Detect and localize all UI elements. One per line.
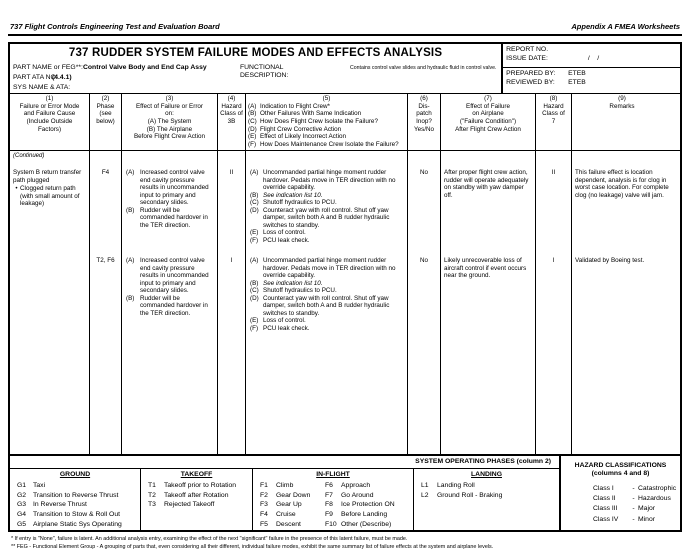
row2-dispatch-cell: No — [408, 253, 441, 454]
col-header-1-line: (Include Outside — [26, 118, 73, 126]
col-header-8-num: (8) — [549, 95, 558, 102]
col-header-6-line: Yes/No — [413, 125, 435, 133]
row2-phase-cell: T2, F6 — [90, 253, 122, 454]
hazard-items — [593, 484, 680, 525]
header-item-tag: (F) — [248, 141, 257, 149]
phase-code: G5 — [17, 520, 27, 528]
failure-cause-text: Clogged return path (with small amount of leakage) — [20, 185, 80, 208]
hazard-label: Major — [638, 505, 655, 513]
item-tag: (A) — [126, 169, 135, 176]
item-tag: (E) — [250, 229, 259, 237]
phase-code: T1 — [148, 482, 156, 489]
phase-label: Transition to Reverse Thrust — [33, 491, 119, 499]
report-box-top — [503, 44, 680, 68]
header-item-tag: (B) — [248, 110, 257, 118]
phase-code: G3 — [17, 501, 27, 509]
item-tag: (D) — [250, 294, 259, 302]
failure-mode-text: System B return transfer path plugged — [13, 169, 82, 184]
item-text: Increased control valve end cavity pressure results in uncommanded input to primary and secondary slides. — [140, 257, 209, 295]
spacer-cell — [122, 151, 218, 165]
row1-dispatch-cell: No — [408, 165, 441, 253]
header-item-text: How Does Flight Crew Isolate the Failure? — [260, 118, 378, 126]
phase-code: G2 — [17, 491, 27, 499]
system-operating-phases — [10, 456, 561, 530]
spacer-cell — [246, 151, 408, 165]
phase-label: Takeoff after Rotation — [164, 491, 229, 499]
phase-label: Climb — [276, 482, 294, 489]
phase-label: Ice Protection ON — [341, 501, 395, 509]
phase-code: F5 — [260, 520, 268, 528]
item-text: See indication list 10. — [263, 191, 323, 199]
row2-hazard-class-7-cell: I — [536, 253, 572, 454]
item-tag: (B) — [250, 279, 259, 287]
phase-label: Go Around — [341, 491, 374, 499]
phase-label: Transition to Stow & Roll Out — [33, 510, 121, 518]
row2-failure-mode-cell — [10, 253, 90, 454]
item-tag: (A) — [250, 257, 259, 264]
header-item-tag: (D) — [248, 125, 257, 133]
item-tag: (C) — [250, 199, 259, 207]
phase-label: Cruise — [276, 510, 296, 518]
col-header-9-line: Remarks — [609, 102, 635, 110]
phase-label: Ground Roll - Braking — [437, 491, 503, 499]
row1-effects-cell — [122, 165, 218, 253]
item-tag: (A) — [250, 169, 259, 176]
hazard-separator: - — [632, 505, 635, 513]
col-header-5 — [246, 94, 408, 150]
title-block — [10, 44, 680, 94]
inflight-sub-col-a — [253, 481, 325, 529]
reviewed-by-value: ETEB — [568, 78, 586, 86]
continued-label: (Continued) — [10, 151, 90, 165]
spacer-cell — [536, 151, 572, 165]
row2-indications-cell — [246, 253, 408, 454]
phases-inflight-column — [253, 469, 414, 530]
footnotes — [8, 535, 682, 552]
col-header-7-line: Effect of Failure — [466, 102, 510, 110]
report-box — [501, 44, 680, 93]
col-header-2-line: Phase — [96, 102, 115, 110]
item-text: Loss of control. — [263, 229, 306, 237]
phase-label: In Reverse Thrust — [33, 501, 87, 509]
phase-label: Descent — [276, 520, 301, 528]
functional-label-line2: DESCRIPTION: — [240, 72, 289, 80]
part-name-value: Control Valve Body and End Cap Assy — [83, 64, 207, 71]
row2-effects-cell — [122, 253, 218, 454]
hazard-title: HAZARD CLASSIFICATIONS — [574, 462, 667, 469]
col-header-2-line: below) — [96, 118, 115, 126]
hazard-separator: - — [632, 515, 635, 523]
col-header-4 — [218, 94, 246, 150]
item-tag: (D) — [250, 206, 259, 214]
col-header-7-line: on Airplane — [472, 110, 504, 118]
row1-failure-mode-cell — [10, 165, 90, 253]
col-header-3-line: Before Flight Crew Action — [133, 133, 206, 141]
report-no-label: REPORT NO. — [506, 46, 549, 53]
col-header-7-num: (7) — [484, 95, 492, 102]
col-header-5-items — [246, 103, 407, 149]
phase-code: F6 — [325, 482, 333, 489]
phase-label: Before Landing — [341, 510, 388, 518]
item-tag: (E) — [250, 317, 259, 325]
footnote-latent: * If entry is "None", failure is latent. An additional analysis entry, examining the effect of the next "significant" failure in the presence of this latent failure, must be made. — [11, 536, 408, 542]
takeoff-title: TAKEOFF — [180, 471, 213, 478]
functional-description-label — [240, 64, 288, 81]
phase-code: T3 — [148, 501, 156, 509]
phase-code: F8 — [325, 501, 333, 509]
item-text: Rudder will be commanded hardover in the TER direction. — [140, 206, 208, 229]
item-text: Counteract yaw with roll control. Shut off yaw damper, switch both A and B rudder hydraulic switches to standby. — [263, 206, 390, 229]
title-block-left — [10, 44, 501, 93]
hazard-classifications-box — [561, 456, 680, 530]
phase-code: F10 — [325, 520, 337, 528]
col-header-4-line: Class of — [220, 110, 243, 118]
functional-label-line1: FUNCTIONAL — [240, 64, 284, 71]
hazard-class: Class IV — [593, 515, 619, 523]
item-text: Shutoff hydraulics to PCU. — [263, 199, 337, 207]
col-header-3 — [122, 94, 218, 150]
hazard-label: Hazardous — [638, 495, 671, 503]
item-tag: (F) — [250, 236, 259, 244]
phases-landing-column — [414, 469, 559, 530]
phase-label: Other (Describe) — [341, 520, 392, 528]
col-header-6-line: patch — [416, 110, 432, 118]
col-header-4-num: (4) — [227, 95, 236, 102]
page-header — [8, 22, 682, 36]
row1-remarks-cell: This failure effect is location dependent, analysis is for clog in worst case location. For complete clog (no leakage) valve will jam. — [575, 169, 669, 199]
phases-takeoff-column — [141, 469, 253, 530]
col-header-4-line: 3B — [227, 118, 236, 126]
col-header-8-line: 7 — [551, 118, 556, 126]
header-item-tag: (C) — [248, 118, 257, 126]
col-header-1-line: and Failure Cause — [23, 110, 76, 118]
col-header-2-num: (2) — [101, 95, 110, 102]
col-header-7 — [441, 94, 536, 150]
phases-columns — [10, 469, 559, 530]
item-text: Rudder will be commanded hardover in the TER direction. — [140, 294, 208, 317]
spacer-cell — [441, 151, 536, 165]
page-header-right: Appendix A FMEA Worksheets — [571, 22, 680, 31]
header-item-text: Effect of Likely Incorrect Action — [260, 133, 346, 141]
hazard-class: Class II — [593, 495, 616, 503]
hazard-class: Class III — [593, 505, 618, 513]
phase-code: L2 — [421, 491, 429, 499]
phase-code: F4 — [260, 510, 268, 518]
col-header-4-line: Hazard — [221, 102, 242, 110]
phases-title: SYSTEM OPERATING PHASES (column 2) — [10, 456, 559, 469]
phase-code: F7 — [325, 491, 333, 499]
phase-code: F3 — [260, 501, 268, 509]
col-header-9 — [572, 94, 672, 150]
phases-and-hazard-key — [10, 454, 680, 530]
col-header-5-num: (5) — [322, 95, 331, 102]
landing-title: LANDING — [471, 471, 502, 478]
prepared-by-value: ETEB — [568, 70, 586, 77]
worksheet-sheet — [8, 42, 682, 532]
phase-code: F9 — [325, 510, 333, 518]
phase-label: Rejected Takeoff — [164, 501, 215, 509]
item-text: Uncommanded partial hinge moment rudder hardover. Pedals move in TER direction with no override capability. — [263, 257, 396, 280]
phase-label: Landing Roll — [437, 482, 475, 489]
row1-hazard-class-7-cell: II — [536, 165, 572, 253]
row2-effect-after-action-cell: Likely unrecoverable loss of aircraft control if event occurs near the ground. — [441, 253, 536, 454]
item-text: Loss of control. — [263, 317, 306, 325]
col-header-1-line: Failure or Error Mode — [19, 102, 80, 110]
col-header-6-num: (6) — [420, 95, 428, 102]
item-text: See indication list 10. — [263, 279, 323, 287]
header-item-text: How Does Maintenance Crew Isolate the Failure? — [260, 141, 399, 149]
reviewed-by-label: REVIEWED BY: — [506, 78, 555, 86]
part-name-label: PART NAME or FEG**: — [13, 64, 83, 71]
item-text: Counteract yaw with roll control. Shut off yaw damper, switch both A and B rudder hydraulic switches to standby. — [263, 294, 390, 317]
phases-ground-column — [10, 469, 141, 530]
phase-code: G1 — [17, 482, 27, 489]
phase-label: Takeoff prior to Rotation — [164, 482, 237, 489]
report-box-bottom — [503, 68, 680, 90]
col-header-3-num: (3) — [165, 95, 174, 102]
ground-title: GROUND — [59, 471, 91, 478]
col-header-1 — [10, 94, 90, 150]
col-header-2 — [90, 94, 122, 150]
col-header-3-line: Effect of Failure or Error — [135, 102, 204, 110]
row1-phase-cell: F4 — [90, 165, 122, 253]
col-header-3-line: (A) The System — [147, 118, 192, 126]
col-header-2-line: (see — [99, 110, 112, 118]
hazard-separator: - — [632, 495, 635, 503]
item-text: PCU leak check. — [263, 236, 310, 244]
item-tag: (B) — [126, 206, 135, 214]
row1-effect-after-action-cell: After proper flight crew action, rudder will operate adequately on standby with yaw damper off. — [441, 165, 536, 253]
item-text: Uncommanded partial hinge moment rudder hardover. Pedals move in TER direction with no override capability. — [263, 169, 396, 192]
row2-remarks-cell: Validated by Boeing test. — [575, 257, 645, 264]
sys-name-label: SYS NAME & ATA: — [13, 84, 71, 91]
bullet-icon: • — [15, 185, 18, 193]
phase-label: Approach — [341, 482, 371, 489]
hazard-subtitle: (columns 4 and 8) — [591, 470, 650, 478]
spacer-cell — [90, 151, 122, 165]
spacer-cell — [572, 151, 672, 165]
issue-date-value: / / — [587, 54, 600, 62]
phase-label: Gear Down — [276, 491, 311, 499]
col-header-8 — [536, 94, 572, 150]
part-ata-label: PART ATA NO: — [13, 74, 58, 81]
col-header-3-line: on: — [165, 110, 174, 118]
row1-hazard-class-3b-cell: II — [218, 165, 246, 253]
col-header-6 — [408, 94, 441, 150]
spacer-cell — [218, 151, 246, 165]
header-item-text: Flight Crew Corrective Action — [260, 125, 342, 133]
phase-code: F2 — [260, 491, 268, 499]
hazard-label: Minor — [638, 515, 655, 523]
row2-hazard-class-3b-cell: I — [218, 253, 246, 454]
hazard-separator: - — [632, 484, 635, 492]
item-text: Shutoff hydraulics to PCU. — [263, 287, 337, 295]
table-body — [10, 151, 680, 454]
item-text: Increased control valve end cavity pressure results in uncommanded input to primary and secondary slides. — [140, 169, 209, 207]
col-header-6-line: Inop? — [416, 118, 432, 126]
item-tag: (A) — [126, 257, 135, 264]
col-header-7-line: ("Failure Condition") — [459, 118, 517, 126]
col-header-1-num: (1) — [45, 95, 54, 102]
phase-label: Airplane Static Sys Operating — [33, 520, 122, 528]
header-item-tag: (A) — [248, 102, 257, 110]
phase-label: Gear Up — [276, 501, 302, 509]
hazard-label: Catastrophic — [638, 484, 677, 492]
table-header-row — [10, 94, 680, 151]
item-text: PCU leak check. — [263, 324, 310, 332]
col-header-3-line: (B) The Airplane — [146, 125, 193, 133]
hazard-class: Class I — [593, 484, 614, 492]
col-header-1-line: Factors) — [37, 125, 62, 133]
worksheet-title: 737 RUDDER SYSTEM FAILURE MODES AND EFFECTS ANALYSIS — [68, 47, 443, 59]
item-tag: (B) — [126, 294, 135, 302]
row1-indications-cell — [246, 165, 408, 253]
page-header-left: 737 Flight Controls Engineering Test and Evaluation Board — [10, 22, 220, 31]
phase-label: Taxi — [33, 482, 46, 489]
part-ata-value: (4.4.1) — [52, 74, 72, 81]
phase-code: F1 — [260, 482, 268, 489]
col-header-9-num: (9) — [618, 95, 626, 102]
col-header-6-line: Dis- — [418, 102, 430, 110]
inflight-title: IN-FLIGHT — [316, 471, 350, 478]
inflight-sub-col-b — [325, 481, 413, 529]
col-header-7-line: After Flight Crew Action — [455, 125, 521, 133]
item-tag: (B) — [250, 191, 259, 199]
phase-code: L1 — [421, 482, 429, 489]
prepared-by-label: PREPARED BY: — [506, 70, 556, 77]
col-header-8-line: Hazard — [543, 102, 564, 110]
header-item-tag: (E) — [248, 133, 257, 141]
col-header-8-line: Class of — [542, 110, 565, 118]
issue-date-label: ISSUE DATE: — [506, 54, 548, 62]
item-tag: (F) — [250, 324, 259, 332]
item-tag: (C) — [250, 287, 259, 295]
phase-code: G4 — [17, 510, 27, 518]
phase-code: T2 — [148, 491, 156, 499]
spacer-cell — [408, 151, 441, 165]
footnote-feg: ** FEG - Functional Element Group - A grouping of parts that, even considering all their different, individual failure modes, exhibit the same summary list of failure effects at the system and airplane levels. — [11, 544, 494, 551]
header-item-text: Other Failures With Same Indication — [260, 110, 362, 118]
header-item-text: Indication to Flight Crew* — [260, 102, 330, 110]
functional-description-value: Contains control valve slides and hydraulic fluid in control valve. — [350, 65, 497, 71]
